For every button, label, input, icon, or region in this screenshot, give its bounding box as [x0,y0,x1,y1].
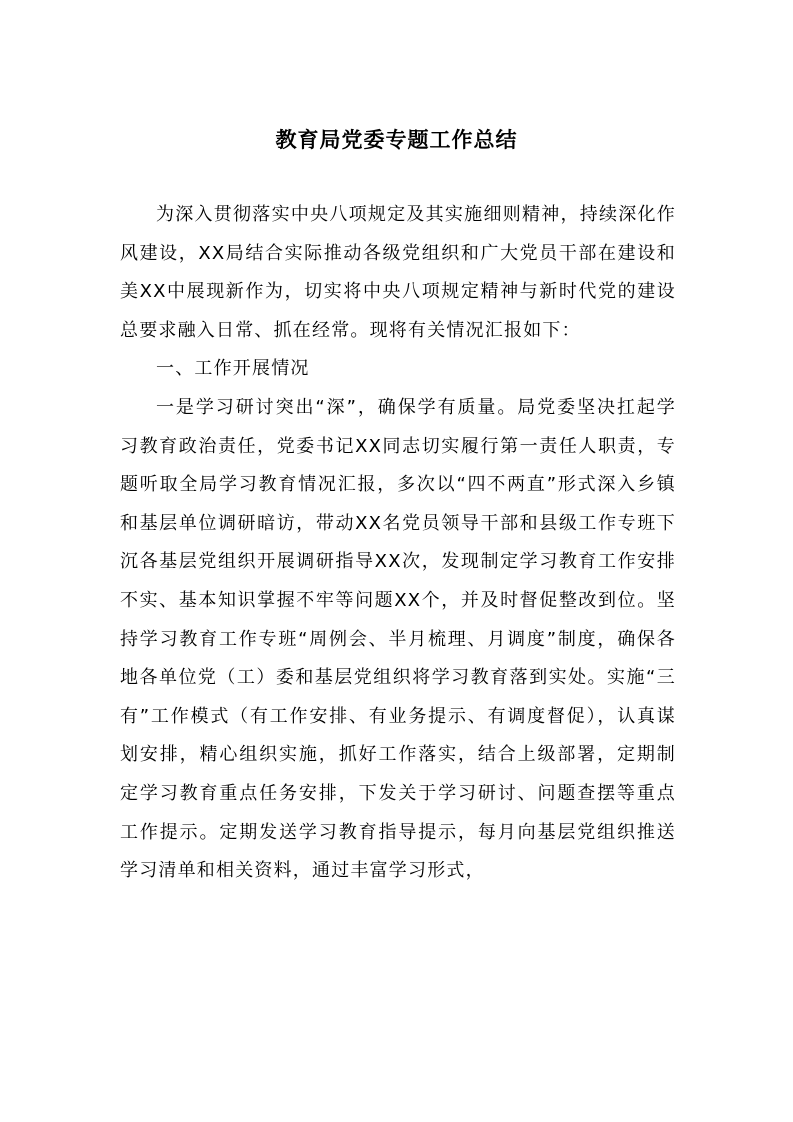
intro-paragraph: 为深入贯彻落实中央八项规定及其实施细则精神，持续深化作风建设，XX局结合实际推动各级党组织和广大党员干部在建设和美XX中展现新作为，切实将中央八项规定精神与新时代党的建设总要求融入日常、抓在经常。现将有关情况汇报如下： [120,204,676,341]
body-paragraph: 一是学习研讨突出“深”，确保学有质量。局党委坚决扛起学习教育政治责任，党委书记XX同志切实履行第一责任人职责，专题听取全局学习教育情况汇报，多次以“四不两直”形式深入乡镇和基层单位调研暗访，带动XX名党员领导干部和县级工作专班下沉各基层党组织开展调研指导XX次，发现制定学习教育工作安排不实、基本知识掌握不牢等问题XX个，并及时督促整改到位。坚持学习教育工作专班“周例会、半月梳理、月调度”制度，确保各地各单位党（工）委和基层党组织将学习教育落到实处。实施“三有”工作模式（有工作安排、有业务提示、有调度督促），认真谋划安排，精心组织实施，抓好工作落实，结合上级部署，定期制定学习教育重点任务安排，下发关于学习研讨、问题查摆等重点工作提示。定期发送学习教育指导提示，每月向基层党组织推送学习清单和相关资料，通过丰富学习形式， [120,396,676,882]
document-title: 教育局党委专题工作总结 [275,127,518,152]
document-body [120,196,676,891]
section-heading: 一、工作开展情况 [156,358,310,380]
